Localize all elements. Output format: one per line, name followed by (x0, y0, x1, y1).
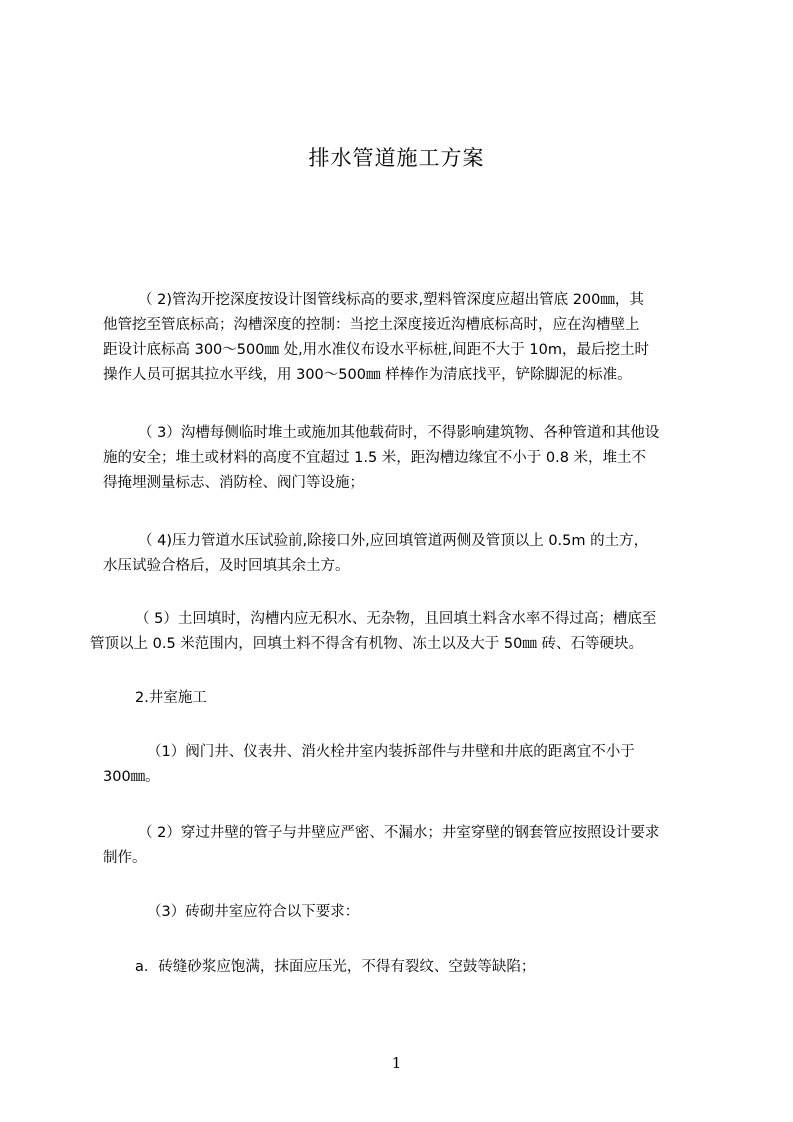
text-line: 他管挖至管底标高；沟槽深度的控制：当挖土深度接近沟槽底标高时，应在沟槽壁上 (103, 317, 640, 333)
text-line: 距设计底标高 300～500㎜ 处,用水准仪布设水平标桩,间距不大于 10m，最后挖土时 (103, 342, 649, 358)
text-line: 水压试验合格后，及时回填其余土方。 (103, 558, 350, 574)
text-line: （1）阀门井、仪表井、消火栓井室内装拆部件与井壁和井底的距离宜不小于 (147, 744, 635, 760)
paragraph-brick-chamber (147, 900, 767, 925)
text-line: （ 5）土回填时，沟槽内应无积水、无杂物，且回填土料含水率不得过高；槽底至 (135, 611, 657, 627)
text-line: a．砖缝砂浆应饱满，抹面应压光，不得有裂纹、空鼓等缺陷； (135, 959, 536, 975)
text-line: 制作。 (103, 850, 147, 866)
section-heading-well-chamber (135, 686, 755, 711)
text-line: 管顶以上 0.5 米范围内，回填土料不得含有机物、冻土以及大于 50㎜ 砖、石等硬块。 (90, 636, 643, 652)
paragraph-wall-pipe (103, 821, 723, 871)
document-title: 排水管道施工方案 (308, 146, 485, 170)
text-line: （3）砖砌井室应符合以下要求： (147, 904, 360, 920)
text-line: （ 3）沟槽每侧临时堆土或施加其他载荷时，不得影响建筑物、各种管道和其他设 (138, 425, 660, 441)
text-line: 操作人员可据其拉水平线，用 300～500㎜ 样棒作为清底找平，铲除脚泥的标准。 (103, 367, 632, 383)
paragraph-mortar-joint (135, 955, 755, 980)
text-line: 2.井室施工 (135, 690, 207, 706)
text-line: 300㎜。 (103, 769, 160, 785)
text-line: 施的安全；堆土或材料的高度不宜超过 1.5 米，距沟槽边缘宜不小于 0.8 米，堆土不 (103, 450, 647, 466)
text-line: （ 2)管沟开挖深度按设计图管线标高的要求,塑料管深度应超出管底 200㎜，其 (138, 292, 644, 308)
paragraph-valve-well (103, 740, 723, 790)
text-line: （ 4)压力管道水压试验前,除接口外,应回填管道两侧及管顶以上 0.5m 的土方， (138, 533, 649, 549)
paragraph-trench-depth (103, 288, 723, 388)
page-number: 1 (391, 1054, 402, 1072)
text-line: 得掩埋测量标志、消防栓、阀门等设施； (103, 475, 364, 491)
paragraph-spoil-load (103, 421, 723, 496)
paragraph-pressure-test (103, 529, 723, 579)
text-line: （ 2）穿过井壁的管子与井壁应严密、不漏水；井室穿壁的钢套管应按照设计要求 (138, 825, 660, 841)
paragraph-backfill (90, 607, 710, 657)
